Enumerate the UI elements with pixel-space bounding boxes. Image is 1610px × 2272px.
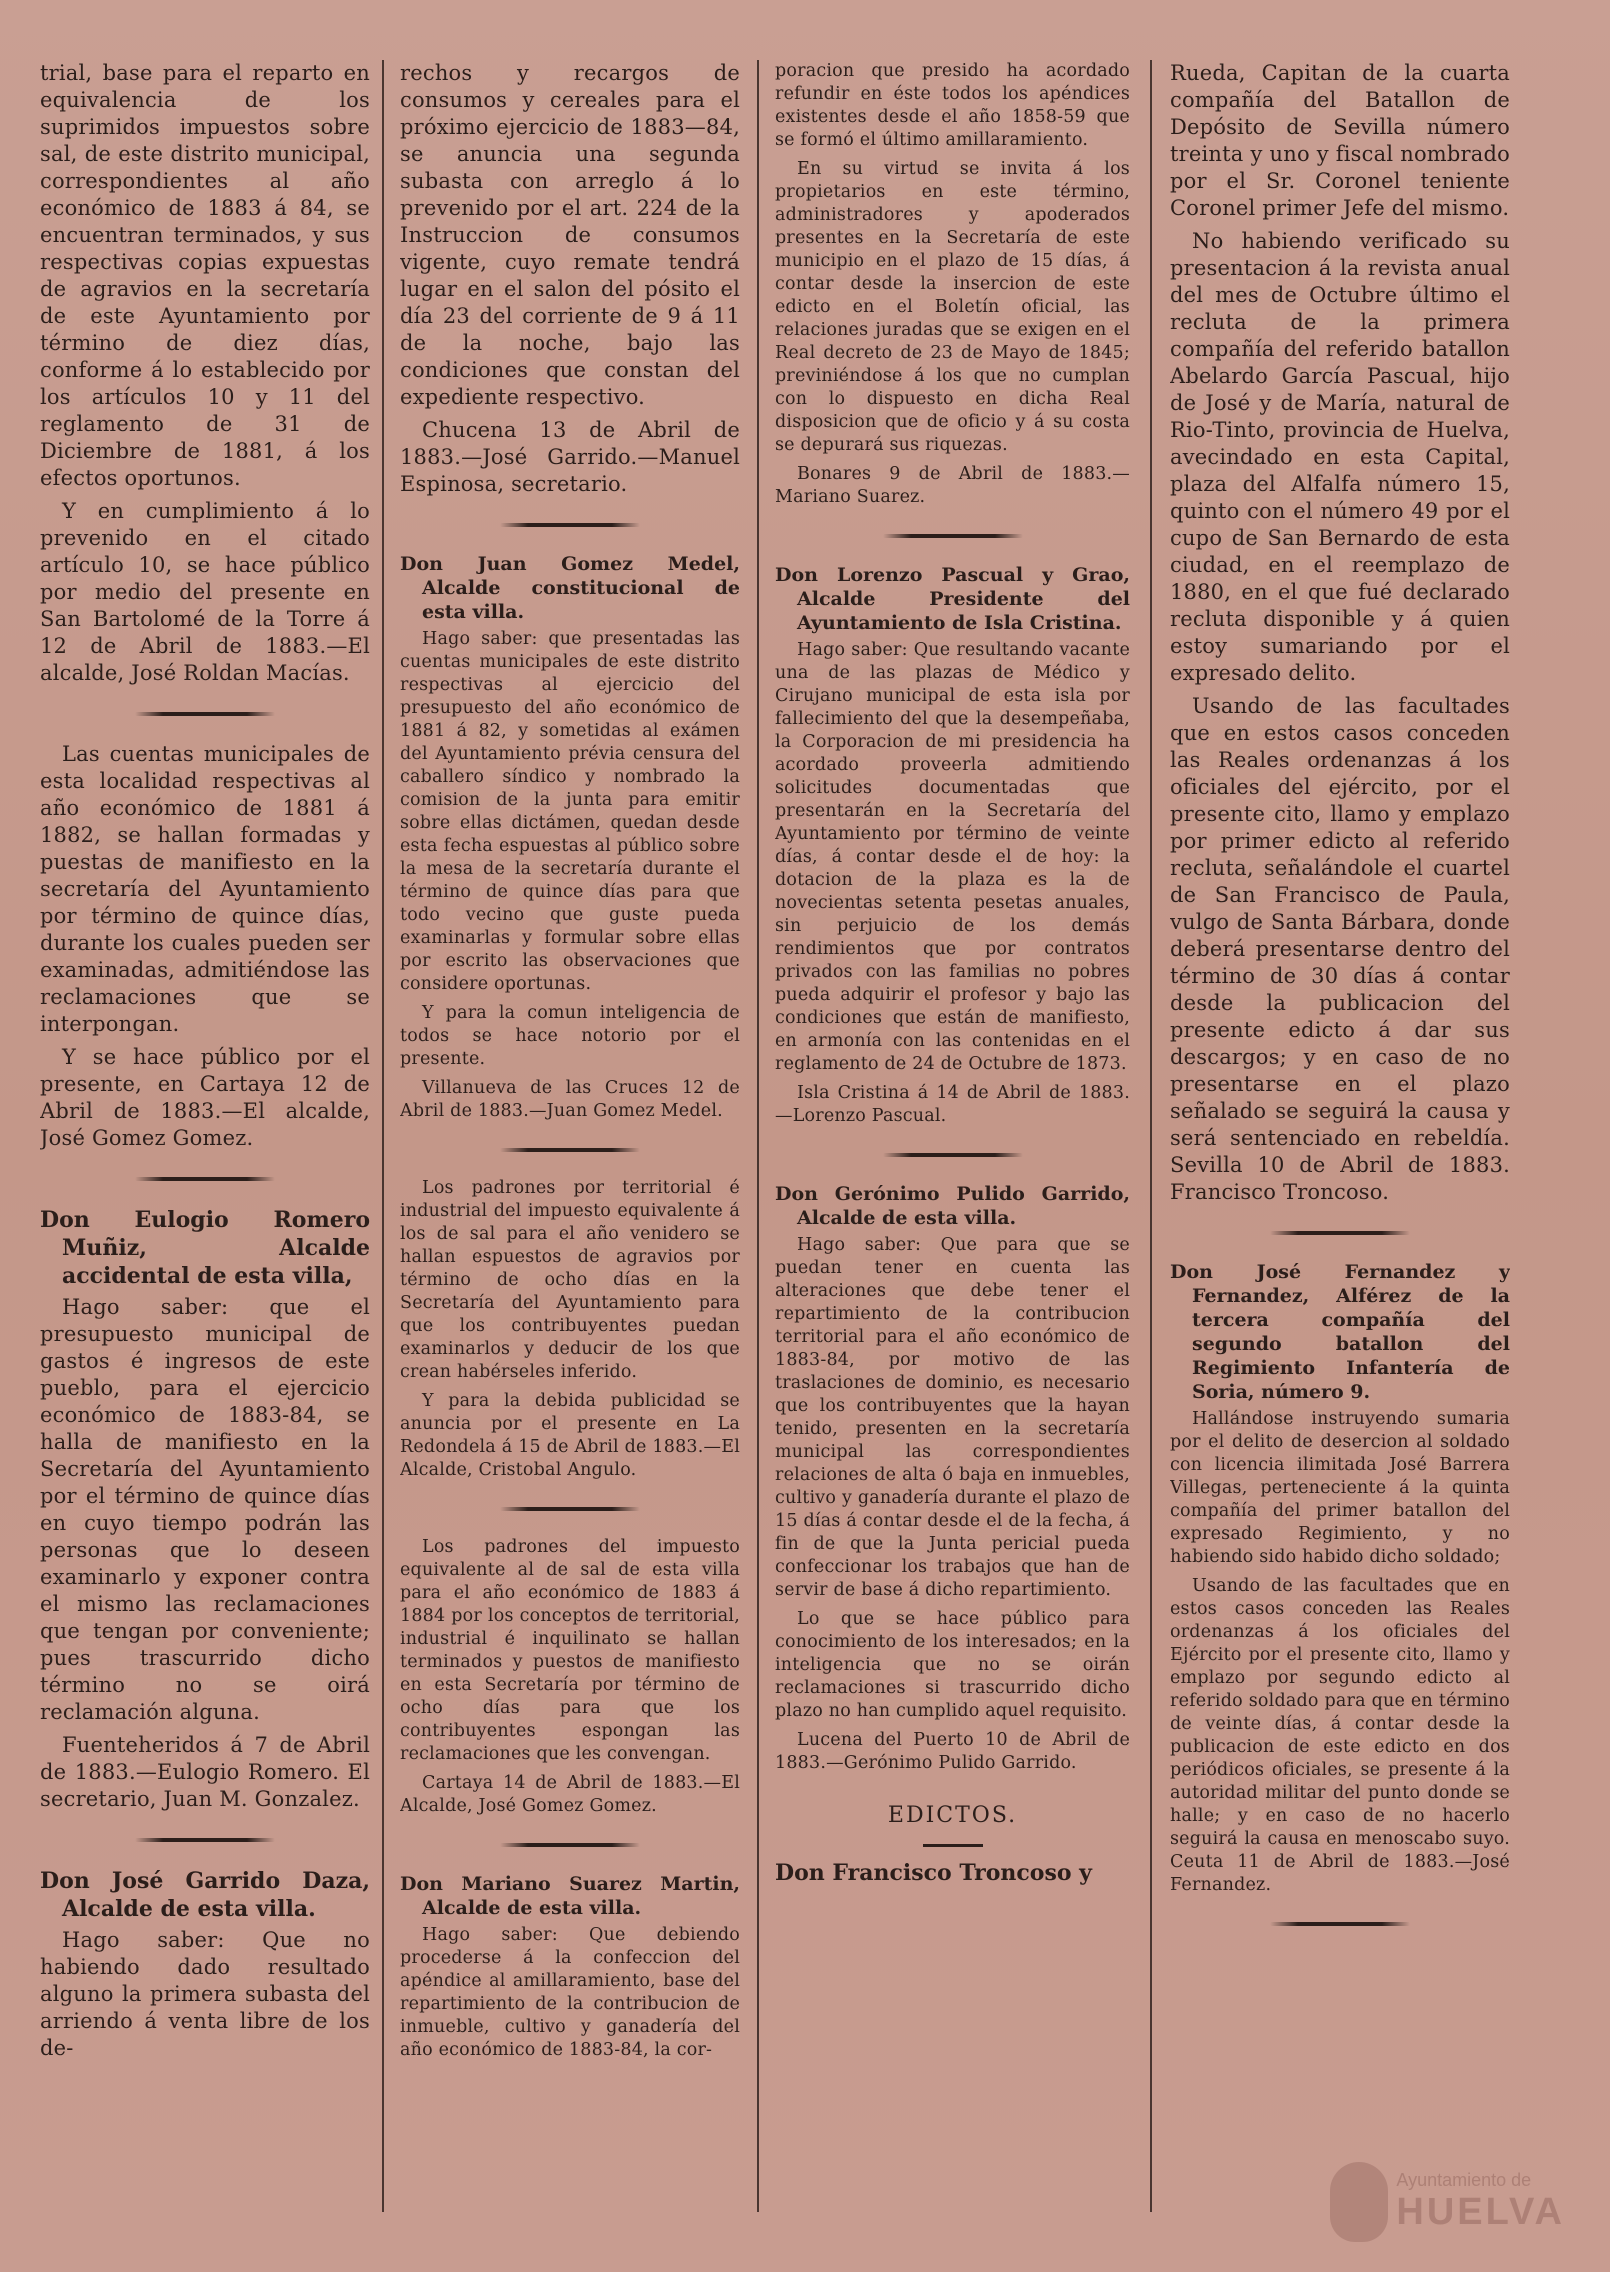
notice-heading: Don Francisco Troncoso y [775, 1860, 1092, 1886]
paragraph: Fuenteheridos á 7 de Abril de 1883.—Eulogio Romero. El secretario, Juan M. Gonzalez. [40, 1733, 370, 1811]
paragraph: Hago saber: que presentadas las cuentas municipales de este distrito respectivas al ejercicio del presupuesto del año económico de 1881 á 82, y sometidas al exámen del Ayuntamiento prévia censura del caballero síndico y nombrado la comision de la junta para emitir sobre ellas dictámen, quedan desde esta fecha espuestas al público sobre la mesa de la secretaría durante el término de quince días para que todo vecino que guste pueda examinarlas y formular sobre ellas por escrito las observaciones que considere oportunas. [400, 629, 740, 994]
paragraph: Y se hace público por el presente, en Cartaya 12 de Abril de 1883.—El alcalde, José Gomez Gomez. [40, 1045, 370, 1150]
notice-heading: Don Mariano Suarez Martin, Alcalde de esta villa. [400, 1873, 740, 1919]
title-dash [775, 1832, 1130, 1851]
paragraph: Los padrones por territorial é industrial del impuesto equivalente á los de sal para el año venidero se hallan espuestos de agravios por término de ocho días en la Secretaría del Ayuntamiento para que los contribuyentes puedan examinarlos y deducir de los que crean habérseles inferido. [400, 1178, 740, 1382]
paragraph: Y para la debida publicidad se anuncia por el presente en La Redondela á 15 de Abril de 1883.—El Alcalde, Cristobal Angulo. [400, 1391, 740, 1480]
paragraph: Villanueva de las Cruces 12 de Abril de 1883.—Juan Gomez Medel. [400, 1078, 740, 1121]
paragraph: Lo que se hace público para conocimiento de los interesados; en la inteligencia que no se oirán reclamaciones si trascurrido dicho plazo no han cumplido aquel requisito. [775, 1609, 1130, 1721]
column-1 [40, 60, 370, 2232]
paragraph: Hago saber: que el presupuesto municipal de gastos é ingresos de este pueblo, para el ejercicio económico de 1883-84, se halla de manifiesto en la Secretaría del Ayuntamiento por el término de quince días en cuyo tiempo podrán las personas que lo deseen examinarlo y exponer contra el mismo las reclamaciones que tengan por conveniente; pues trascurrido dicho término no se oirá reclamación alguna. [40, 1295, 370, 1724]
column-rule [382, 60, 384, 2212]
separator [40, 1831, 370, 1849]
separator [400, 1141, 740, 1159]
separator [775, 527, 1130, 545]
paragraph: Rueda, Capitan de la cuarta compañía del Batallon de Depósito de Sevilla número treinta y uno y fiscal nombrado por el Sr. Coronel teniente Coronel primer Jefe del mismo. [1170, 61, 1510, 220]
paragraph: rechos y recargos de consumos y cereales para el próximo ejercicio de 1883—84, se anuncia una segunda subasta con arreglo á lo prevenido por el art. 224 de la Instruccion de consumos vigente, cuyo remate tendrá lugar en el salon del pósito el día 23 del corriente de 9 á 11 de la noche, bajo las condiciones que constan del expediente respectivo. [400, 61, 740, 409]
paragraph: Las cuentas municipales de esta localidad respectivas al año económico de 1881 á 1882, se hallan formadas y puestas de manifiesto en la secretaría del Ayuntamiento por término de quince días, durante los cuales pueden ser examinadas, admitiéndose las reclamaciones que se interpongan. [40, 742, 370, 1036]
paragraph: Lucena del Puerto 10 de Abril de 1883.—Gerónimo Pulido Garrido. [775, 1730, 1130, 1773]
notice-heading: Don Gerónimo Pulido Garrido, Alcalde de esta villa. [775, 1183, 1130, 1229]
paragraph: Hago saber: Que debiendo procederse á la confeccion del apéndice al amillaramiento, base del repartimiento de la contribucion de inmueble, cultivo y ganadería del año económico de 1883-84, la cor- [400, 1925, 740, 2060]
separator [1170, 1224, 1510, 1242]
separator [400, 516, 740, 534]
paragraph: Hago saber: Que no habiendo dado resultado alguno la primera subasta del arriendo á venta libre de los de- [40, 1928, 370, 2060]
separator [40, 705, 370, 723]
notice-heading: Don José Garrido Daza, Alcalde de esta villa. [40, 1868, 370, 1922]
watermark-line-1: Ayuntamiento de [1396, 2170, 1532, 2190]
paragraph: En su virtud se invita á los propietarios en este término, administradores y apoderados presentes en la Secretaría de este municipio en el plazo de 15 días, á contar desde la insercion de este edicto en el Boletín oficial, las relaciones juradas que se exigen en el Real decreto de 23 de Mayo de 1845; previniéndose á los que no cumplan con lo dispuesto en dicha Real disposicion que de oficio y á su costa se depurará sus riquezas. [775, 159, 1130, 455]
separator [775, 1146, 1130, 1164]
column-3 [775, 60, 1130, 2232]
section-title: EDICTOS. [887, 1803, 1018, 1828]
notice-heading: Don José Fernandez y Fernandez, Alférez de la tercera compañía del segundo batallon del Regimiento Infantería de Soria, número 9. [1170, 1261, 1510, 1403]
paragraph: Bonares 9 de Abril de 1883.—Mariano Suarez. [775, 464, 1130, 507]
notice-heading: Don Lorenzo Pascual y Grao, Alcalde Presidente del Ayuntamiento de Isla Cristina. [775, 564, 1130, 634]
separator [40, 1170, 370, 1188]
paragraph: Usando de las facultades que en estos casos conceden las Reales ordenanzas á los oficiales del ejército, por el presente cito, llamo y emplazo por primer edicto al referido recluta, señalándole el cuartel de San Francisco de Paula, vulgo de Santa Bárbara, donde deberá presentarse dentro del término de 30 días á contar desde la publicacion del presente edicto á dar sus descargos; y en caso de no presentarse en el plazo señalado se seguirá la causa y será sentenciado en rebeldía. Sevilla 10 de Abril de 1883. Francisco Troncoso. [1170, 694, 1510, 1204]
separator [400, 1836, 740, 1854]
paragraph: Y para la comun inteligencia de todos se hace notorio por el presente. [400, 1003, 740, 1069]
paragraph: Hallándose instruyendo sumaria por el delito de desercion al soldado con licencia ilimitada José Barrera Villegas, perteneciente á la quinta compañía del primer batallon del expresado Regimiento, y no habiendo sido habido dicho soldado; [1170, 1409, 1510, 1567]
paragraph: Isla Cristina á 14 de Abril de 1883.—Lorenzo Pascual. [775, 1083, 1130, 1126]
column-4 [1170, 60, 1510, 2232]
archive-watermark [1330, 2157, 1565, 2247]
paragraph: Hago saber: Que resultando vacante una de las plazas de Médico y Cirujano municipal de esta isla por fallecimiento del que la desempeñaba, la Corporacion de mi presidencia ha acordado proveerla admitiendo solicitudes documentadas que presentarán en la Secretaría del Ayuntamiento por término de veinte días, á contar desde el de hoy: la dotacion de la plaza es la de novecientas setenta pesetas anuales, sin perjuicio de los demás rendimientos que por contratos privados con las familias no pobres pueda adquirir el profesor y bajo las condiciones que están de manifiesto, en armonía con las contenidas en el reglamento de 24 de Octubre de 1873. [775, 640, 1130, 1074]
paragraph: Los padrones del impuesto equivalente al de sal de esta villa para el año económico de 1883 á 1884 por los conceptos de territorial, industrial é inquilinato se hallan terminados y puestos de manifiesto en esta Secretaría por término de ocho días para que los contribuyentes espongan las reclamaciones que les convengan. [400, 1537, 740, 1764]
paragraph: Cartaya 14 de Abril de 1883.—El Alcalde, José Gomez Gomez. [400, 1773, 740, 1816]
watermark-line-2: HUELVA [1396, 2191, 1565, 2233]
notice-heading: Don Juan Gomez Medel, Alcalde constitucional de esta villa. [400, 553, 740, 623]
city-seal-icon [1330, 2162, 1388, 2242]
notice-heading: Don Eulogio Romero Muñiz, Alcalde accidental de esta villa, [40, 1207, 370, 1289]
paragraph: Usando de las facultades que en estos casos conceden las Reales ordenanzas á los oficiales del Ejército por el presente cito, llamo y emplazo por segundo edicto al referido soldado para que en término de veinte días, á contar desde la publicacion de este edicto en dos periódicos oficiales, se presente á la autoridad militar del punto donde se halle; y en caso de no hacerlo seguirá la causa en menoscabo suyo. Ceuta 11 de Abril de 1883.—José Fernandez. [1170, 1576, 1510, 1895]
column-rule [1150, 60, 1152, 2212]
separator [400, 1500, 740, 1518]
paragraph: Hago saber: Que para que se puedan tener en cuenta las alteraciones que debe tener el repartimiento de la contribucion territorial para el año económico de 1883-84, por motivo de las traslaciones de dominio, es necesario que los contribuyentes que la hayan tenido, presenten en la secretaría municipal las correspondientes relaciones de alta ó baja en inmuebles, cultivo y ganadería durante el plazo de 15 días á contar desde el de la fecha, á fin de que la Junta pericial pueda confeccionar los trabajos que han de servir de base á dicho repartimiento. [775, 1235, 1130, 1600]
separator [1170, 1915, 1510, 1933]
column-2 [400, 60, 740, 2232]
paragraph: Y en cumplimiento á lo prevenido en el citado artículo 10, se hace público por medio del presente en San Bartolomé de la Torre á 12 de Abril de 1883.—El alcalde, José Roldan Macías. [40, 499, 370, 685]
paragraph: Chucena 13 de Abril de 1883.—José Garrido.—Manuel Espinosa, secretario. [400, 418, 740, 496]
paragraph: trial, base para el reparto en equivalencia de los suprimidos impuestos sobre sal, de este distrito municipal, correspondientes al año económico de 1883 á 84, se encuentran terminados, y sus respectivas copias expuestas de agravios en la secretaría de este Ayuntamiento por término de diez días, conforme á lo establecido por los artículos 10 y 11 del reglamento de 31 de Diciembre de 1881, á los efectos oportunos. [40, 61, 370, 490]
paragraph: No habiendo verificado su presentacion á la revista anual del mes de Octubre último el recluta de la primera compañía del referido batallon Abelardo García Pascual, hijo de José y de María, natural de Rio-Tinto, provincia de Huelva, avecindado en esta Capital, plaza del Alfalfa número 15, quinto con el número 49 por el cupo de San Bernardo de esta ciudad, en el reemplazo de 1880, en el que fué declarado recluta disponible y á quien estoy sumariando por el expresado delito. [1170, 229, 1510, 685]
paragraph: poracion que presido ha acordado refundir en éste todos los apéndices existentes desde el año 1858-59 que se formó el último amillaramiento. [775, 61, 1130, 150]
column-rule [757, 60, 759, 2212]
